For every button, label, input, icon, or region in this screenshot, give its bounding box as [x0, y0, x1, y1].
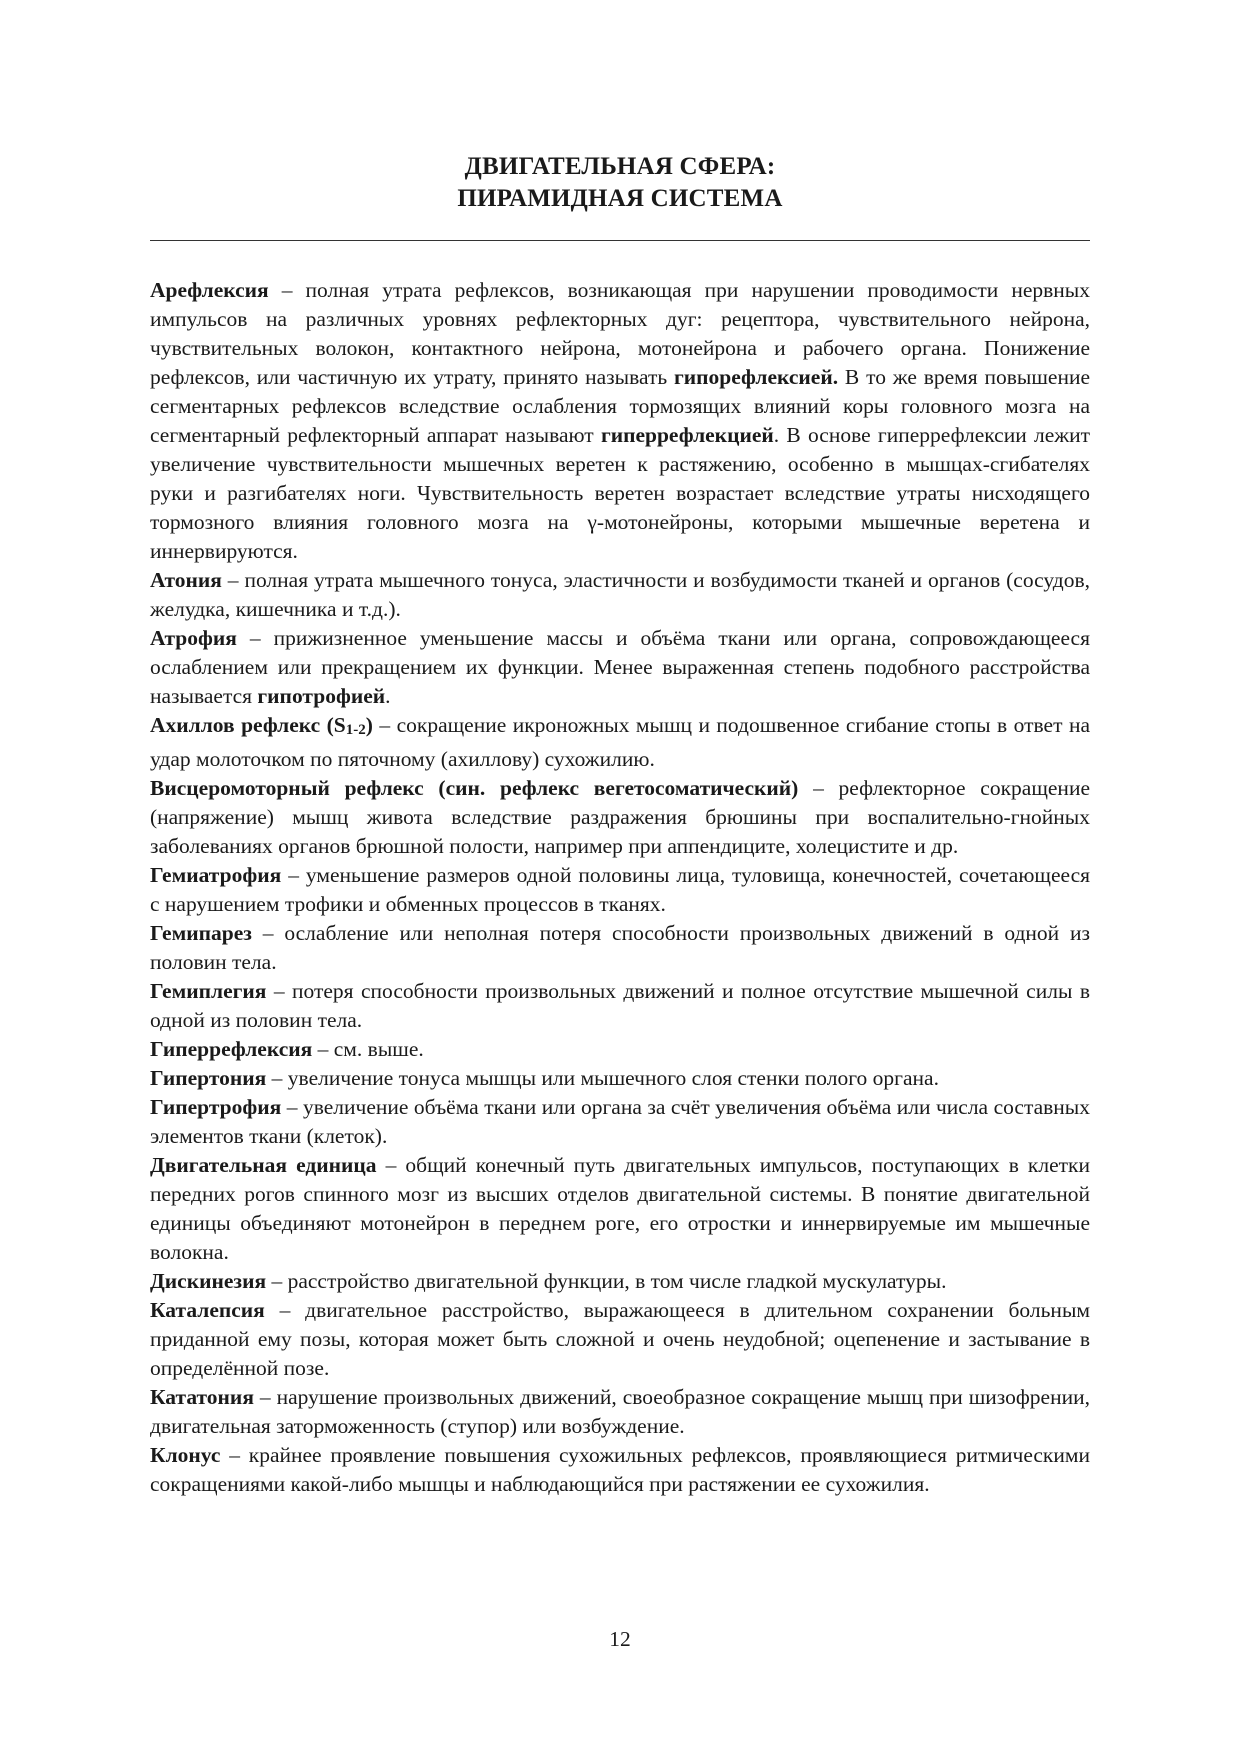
- entry-catalepsy: [150, 1296, 1090, 1383]
- entry-hemiparesis: [150, 919, 1090, 977]
- glossary-body: [150, 276, 1090, 1499]
- definition: – потеря способности произвольных движений и полное отсутствие мышечной силы в одной из половин тела.: [150, 979, 1090, 1032]
- entry-visceromotor-reflex: [150, 774, 1090, 861]
- definition: . В основе гиперрефлексии лежит увеличение чувствительности мышечных веретен к растяжению, особенно в мышцах-сгибателях руки и разгибателях ноги. Чувствительность веретен возрастает вследствие утраты нисходящего тормозного влияния головного мозга на γ-мотонейроны, которыми мышечные веретена и иннервируются.: [150, 423, 1090, 563]
- definition: – см. выше.: [312, 1037, 424, 1061]
- term: Арефлексия: [150, 278, 269, 302]
- term-end: ): [365, 713, 373, 737]
- term: Двигательная единица: [150, 1153, 377, 1177]
- definition: – крайнее проявление повышения сухожильных рефлексов, проявляющиеся ритмическими сокращениями какой-либо мышцы и наблюдающийся при растяжении ее сухожилия.: [150, 1443, 1090, 1496]
- definition: – общий конечный путь двигательных импульсов, поступающих в клетки передних рогов спинного мозг из высших отделов двигательной системы. В понятие двигательной единицы объединяют мотонейрон в переднем роге, его отростки и иннервируемые им мышечные волокна.: [150, 1153, 1090, 1264]
- term-subscript: 1-2: [345, 722, 366, 738]
- entry-achilles-reflex: [150, 711, 1090, 774]
- entry-catatonia: [150, 1383, 1090, 1441]
- title-line-1: ДВИГАТЕЛЬНАЯ СФЕРА:: [464, 153, 776, 180]
- entry-hypertrophia: [150, 1093, 1090, 1151]
- term: Атония: [150, 568, 222, 592]
- term: Кататония: [150, 1385, 254, 1409]
- entry-clonus: [150, 1441, 1090, 1499]
- definition: – нарушение произвольных движений, своеобразное сокращение мышц при шизофрении, двигательная заторможенность (ступор) или возбуждение.: [150, 1385, 1090, 1438]
- entry-hemiplegia: [150, 977, 1090, 1035]
- term: Дискинезия: [150, 1269, 267, 1293]
- definition: – увеличение тонуса мышцы или мышечного слоя стенки полого органа.: [266, 1066, 939, 1090]
- term: Гемиатрофия: [150, 863, 282, 887]
- definition: В то же время повышение сегментарных рефлексов вследствие ослабления тормозящих влияний коры головного мозга на сегментарный рефлекторный аппарат называют: [150, 365, 1091, 447]
- term: Гипертрофия: [150, 1095, 282, 1119]
- definition: – полная утрата мышечного тонуса, эластичности и возбудимости тканей и органов (сосудов, желудка, кишечника и т.д.).: [150, 568, 1090, 621]
- entry-atonia: [150, 566, 1090, 624]
- definition: – расстройство двигательной функции, в том числе гладкой мускулатуры.: [266, 1269, 947, 1293]
- entry-hyperreflexia: [150, 1035, 1090, 1064]
- definition: – ослабление или неполная потеря способности произвольных движений в одной из половин тела.: [150, 921, 1090, 974]
- term-inline: гипотрофией: [257, 684, 386, 708]
- definition: – рефлекторное сокращение (напряжение) мышц живота вследствие раздражения брюшины при воспалительно-гнойных заболеваниях органов брюшной полости, например при аппендиците, холецистите и др.: [150, 776, 1090, 858]
- term: Гемиплегия: [150, 979, 267, 1003]
- entry-motor-unit: [150, 1151, 1090, 1267]
- term: Ахиллов рефлекс (S: [150, 713, 346, 737]
- term: Клонус: [150, 1443, 221, 1467]
- term: Висцеромоторный рефлекс (син. рефлекс вегетосоматический): [150, 776, 799, 800]
- entry-areflexia: [150, 276, 1090, 566]
- term: Гиперрефлексия: [150, 1037, 313, 1061]
- page-title: [150, 151, 1090, 215]
- definition: .: [385, 684, 391, 708]
- title-divider: [150, 240, 1090, 241]
- term-inline: гипорефлексией.: [674, 365, 839, 389]
- entry-hemiatrophia: [150, 861, 1090, 919]
- term: Гипертония: [150, 1066, 267, 1090]
- term-inline: гиперрефлекцией: [600, 423, 774, 447]
- definition: – прижизненное уменьшение массы и объёма ткани или органа, сопровождающееся ослаблением или прекращением их функции. Менее выраженная степень подобного расстройства называется: [150, 626, 1090, 708]
- term: Атрофия: [150, 626, 237, 650]
- term: Каталепсия: [150, 1298, 265, 1322]
- definition: – сокращение икроножных мышц и подошвенное сгибание стопы в ответ на удар молоточком по пяточному (ахиллову) сухожилию.: [150, 713, 1090, 771]
- entry-atrophia: [150, 624, 1090, 711]
- definition: – двигательное расстройство, выражающееся в длительном сохранении больным приданной ему позы, которая может быть сложной и очень неудобной; оцепенение и застывание в определённой позе.: [150, 1298, 1090, 1380]
- page-number: 12: [609, 1627, 631, 1651]
- definition: – уменьшение размеров одной половины лица, туловища, конечностей, сочетающееся с нарушением трофики и обменных процессов в тканях.: [150, 863, 1090, 916]
- definition: – увеличение объёма ткани или органа за счёт увеличения объёма или числа составных элементов ткани (клеток).: [150, 1095, 1090, 1148]
- entry-dyskinesia: [150, 1267, 1090, 1296]
- definition: – полная утрата рефлексов, возникающая при нарушении проводимости нервных импульсов на различных уровнях рефлекторных дуг: рецептора, чувствительного нейрона, чувствительных волокон, контактного нейрона, мотонейрона и рабочего органа. Понижение рефлексов, или частичную их утрату, принято называть: [150, 278, 1090, 389]
- entry-hypertonia: [150, 1064, 1090, 1093]
- term: Гемипарез: [150, 921, 252, 945]
- title-line-2: ПИРАМИДНАЯ СИСТЕМА: [457, 185, 783, 212]
